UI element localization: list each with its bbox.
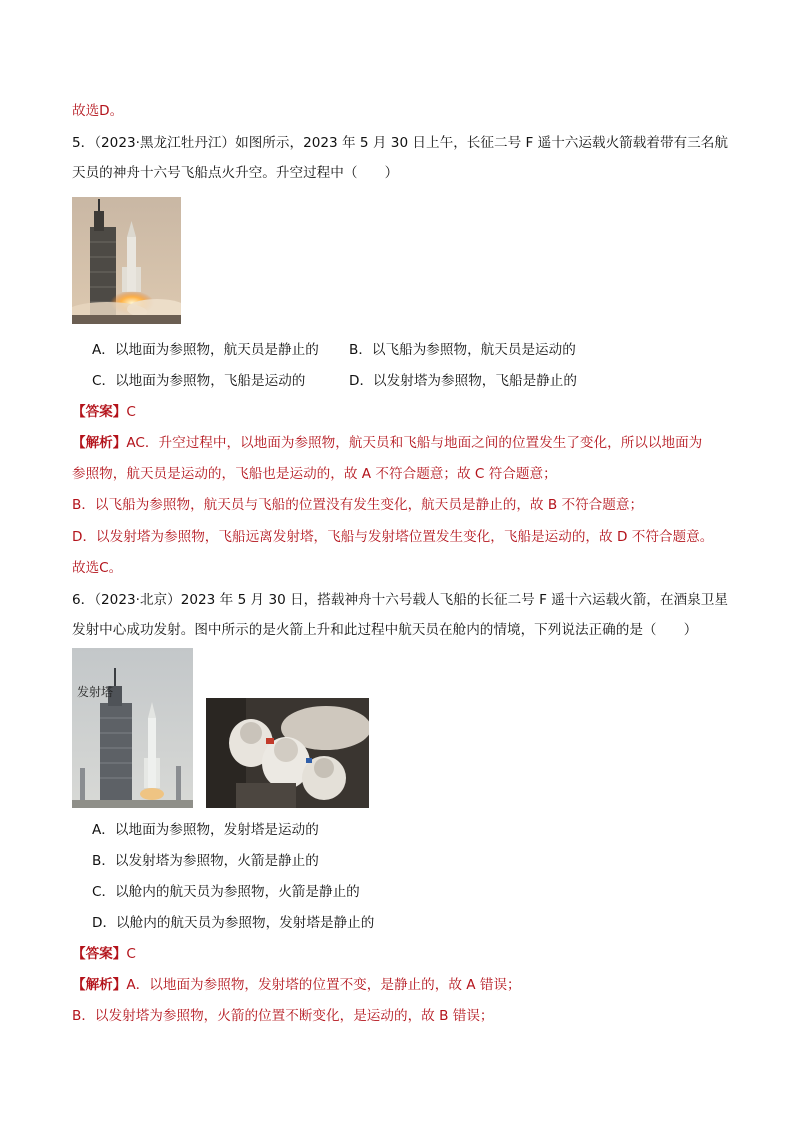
- q5-stem-line1: 5．（2023·黑龙江牡丹江）如图所示，2023 年 5 月 30 日上午，长征二号 F 遥十六运载火箭载着带有三名航: [72, 135, 728, 151]
- q5-stem-line2: 天员的神舟十六号飞船点火升空。升空过程中（ ）: [72, 165, 399, 181]
- q6-option-c[interactable]: C．以舱内的航天员为参照物，火箭是静止的: [92, 884, 360, 900]
- q6-stem-line1: 6．（2023·北京）2023 年 5 月 30 日，搭载神舟十六号载人飞船的长征二号 F 遥十六运载火箭，在酒泉卫星: [72, 592, 728, 608]
- q5-answer: [72, 402, 136, 422]
- q6-answer-tag: 【答案】: [72, 946, 127, 962]
- q6-answer: [72, 944, 136, 964]
- q6-stem-line2: 发射中心成功发射。图中所示的是火箭上升和此过程中航天员在舱内的情境，下列说法正确的是（ ）: [72, 622, 698, 638]
- q6-analysis-tag: 【解析】: [72, 977, 127, 993]
- q5-analysis-line2: 参照物，航天员是运动的，飞船也是运动的，故 A 不符合题意；故 C 符合题意；: [72, 466, 557, 482]
- q6-launch-tower-photo: [72, 648, 193, 808]
- q6-analysis-line1: [72, 975, 521, 995]
- q5-analysis-tag: 【解析】: [72, 435, 127, 451]
- q5-analysis-line4: D．以发射塔为参照物，飞船远离发射塔，飞船与发射塔位置发生变化，飞船是运动的，故 D 不符合题意。: [72, 529, 714, 545]
- q5-options-row2: [92, 371, 577, 391]
- q5-answer-tag: 【答案】: [72, 404, 127, 420]
- q5-answer-value: C: [126, 404, 136, 420]
- q6-option-b[interactable]: B．以发射塔为参照物，火箭是静止的: [92, 853, 319, 869]
- q5-conclusion: 故选C。: [72, 560, 123, 576]
- q5-option-a[interactable]: A．以地面为参照物，航天员是静止的: [92, 342, 319, 358]
- q6-option-a[interactable]: A．以地面为参照物，发射塔是运动的: [92, 822, 319, 838]
- q5-option-c[interactable]: C．以地面为参照物，飞船是运动的: [92, 373, 306, 389]
- prev-conclusion: 故选D。: [72, 103, 124, 119]
- q5-analysis-text-1: AC．升空过程中，以地面为参照物，航天员和飞船与地面之间的位置发生了变化，所以以地面为: [126, 435, 703, 451]
- q5-rocket-launch-photo: [72, 197, 181, 324]
- q6-figure-label: 发射塔: [77, 685, 114, 699]
- q5-option-d[interactable]: D．以发射塔为参照物，飞船是静止的: [349, 373, 577, 389]
- q6-analysis-line2: B．以发射塔为参照物，火箭的位置不断变化，是运动的，故 B 错误；: [72, 1008, 494, 1024]
- q6-answer-value: C: [126, 946, 136, 962]
- q5-options-row1: [92, 340, 576, 360]
- q6-astronauts-cabin-photo: [206, 698, 369, 808]
- q5-analysis-line1: [72, 433, 702, 453]
- q6-option-d[interactable]: D．以舱内的航天员为参照物，发射塔是静止的: [92, 915, 375, 931]
- q5-option-b[interactable]: B．以飞船为参照物，航天员是运动的: [349, 342, 576, 358]
- q6-analysis-text-1: A．以地面为参照物，发射塔的位置不变，是静止的，故 A 错误；: [126, 977, 521, 993]
- q5-analysis-line3: B．以飞船为参照物，航天员与飞船的位置没有发生变化，航天员是静止的，故 B 不符合题意；: [72, 497, 644, 513]
